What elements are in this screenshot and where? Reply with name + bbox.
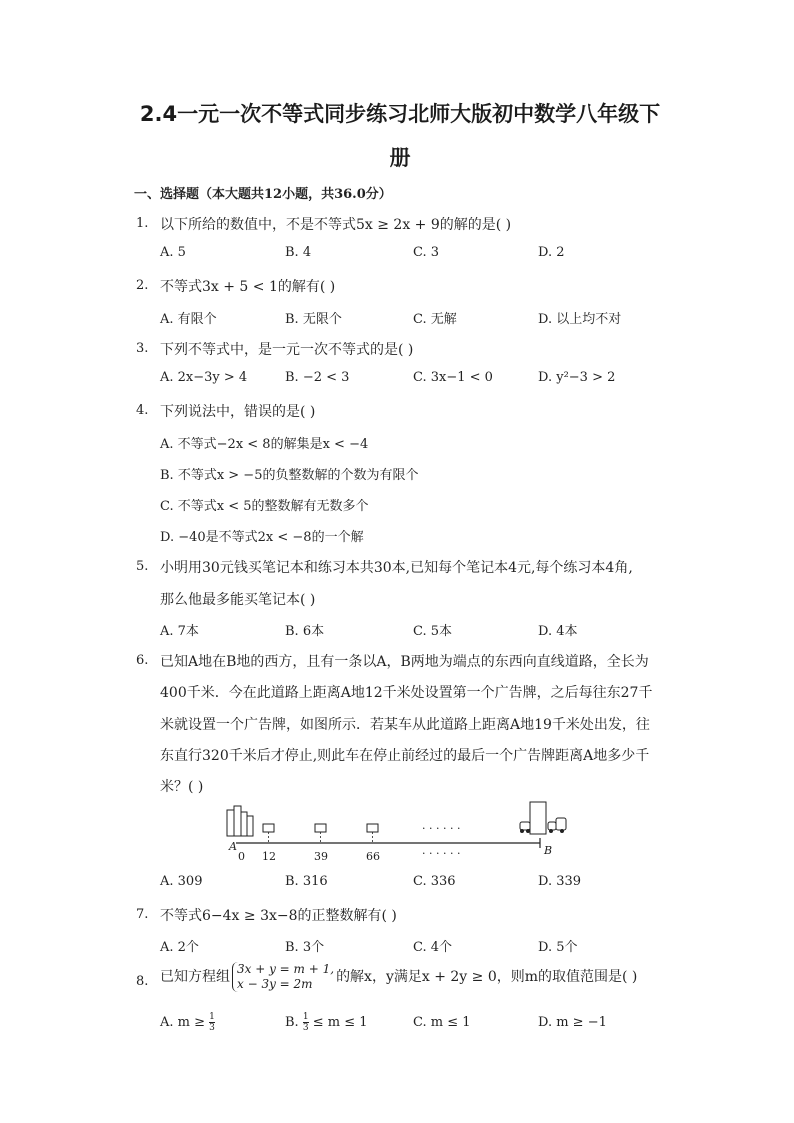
option-b: B. 316 — [285, 874, 328, 889]
question-number: 7. — [136, 907, 149, 922]
option-a: A. 2个 — [160, 940, 199, 955]
question-number: 5. — [136, 559, 149, 574]
building-icon — [247, 816, 253, 836]
option-d: D. 339 — [538, 874, 582, 889]
truck-icon — [556, 818, 566, 830]
tick-label: 12 — [262, 850, 276, 863]
question-text-line2: 400千米．今在此道路上距离A地12千米处设置第一个广告牌，之后每往东27千 — [160, 685, 653, 701]
question-text — [160, 962, 637, 992]
option-c: C. 无解 — [413, 312, 457, 327]
label-a: A — [229, 840, 237, 853]
billboard-icon — [263, 824, 274, 832]
option-a-text: A. m ≥ — [160, 1015, 206, 1030]
question-number: 8. — [136, 974, 149, 989]
question-number: 1. — [136, 216, 149, 231]
tick-label: 0 — [238, 850, 245, 863]
option-d: D. 4本 — [538, 624, 578, 639]
option-b-label: B. — [285, 1015, 299, 1030]
fraction-numerator: 1 — [209, 1012, 215, 1022]
option-d: D. m ≥ −1 — [538, 1015, 607, 1030]
equation-line1: 3x + y = m + 1, — [237, 962, 335, 976]
option-d: D. −40是不等式2x < −8的一个解 — [160, 530, 364, 545]
option-d: D. 以上均不对 — [538, 312, 622, 327]
option-b: B. 4 — [285, 245, 312, 260]
option-c: C. m ≤ 1 — [413, 1015, 471, 1030]
option-d: D. 2 — [538, 245, 565, 260]
fraction-denominator: 3 — [302, 1023, 309, 1033]
equation-line2: x − 3y = 2m — [237, 977, 313, 991]
option-b: B. 不等式x > −5的负整数解的个数为有限个 — [160, 468, 419, 483]
option-c: C. 3x−1 < 0 — [413, 370, 493, 385]
option-b-text: ≤ m ≤ 1 — [312, 1015, 368, 1030]
question-text: 不等式6−4x ≥ 3x−8的正整数解有( ) — [160, 908, 397, 924]
question-text-suffix: 的解x，y满足x + 2y ≥ 0，则m的取值范围是( ) — [336, 969, 638, 985]
fraction — [303, 1012, 309, 1033]
option-c: C. 5本 — [413, 624, 453, 639]
option-b: B. −2 < 3 — [285, 370, 350, 385]
question-number: 4. — [136, 403, 149, 418]
tick-label: 66 — [366, 850, 380, 863]
fraction — [209, 1012, 215, 1033]
option-b — [285, 1012, 367, 1033]
question-text-line1: 已知A地在B地的西方，且有一条以A，B两地为端点的东西向直线道路，全长为 — [160, 654, 649, 670]
question-text: 不等式3x + 5 < 1的解有( ) — [160, 279, 336, 295]
option-c: C. 3 — [413, 245, 440, 260]
question-text: 下列不等式中，是一元一次不等式的是( ) — [160, 342, 414, 358]
option-c: C. 不等式x < 5的整数解有无数多个 — [160, 499, 369, 514]
option-c: C. 4个 — [413, 940, 453, 955]
question-text-line4: 东直行320千米后才停止,则此车在停止前经过的最后一个广告牌距离A地多少千 — [160, 748, 650, 764]
billboard-road-figure — [222, 796, 572, 866]
question-text-line1: 小明用30元钱买笔记本和练习本共30本,已知每个笔记本4元,每个练习本4角, — [160, 560, 633, 576]
option-d: D. y²−3 > 2 — [538, 370, 616, 385]
page-title-line2: 册 — [389, 146, 411, 170]
building-icon — [530, 802, 546, 834]
section-heading: 一、选择题（本大题共12小题，共36.0分） — [134, 187, 392, 202]
question-text-prefix: 已知方程组 — [160, 969, 230, 985]
question-text-line3: 米就设置一个广告牌，如图所示．若某车从此道路上距离A地19千米处出发，往 — [160, 717, 650, 733]
question-text: 下列说法中，错误的是( ) — [160, 404, 316, 420]
ellipsis-upper: · · · · · · — [422, 822, 461, 835]
building-icon — [227, 810, 234, 836]
question-text-line5: 米？( ) — [160, 779, 204, 795]
question-number: 2. — [136, 278, 149, 293]
billboard-icon — [315, 824, 326, 832]
question-number: 3. — [136, 341, 149, 356]
question-text-line2: 那么他最多能买笔记本( ) — [160, 592, 316, 608]
option-a: A. 有限个 — [160, 312, 217, 327]
option-a: A. 309 — [160, 874, 203, 889]
ellipsis-lower: · · · · · · — [422, 847, 461, 860]
fraction-numerator: 1 — [302, 1012, 309, 1022]
option-b: B. 无限个 — [285, 312, 342, 327]
building-icon — [234, 806, 241, 836]
option-a — [160, 1012, 215, 1033]
option-c: C. 336 — [413, 874, 456, 889]
page-title-line1: 2.4一元一次不等式同步练习北师大版初中数学八年级下 — [139, 102, 661, 126]
question-text: 以下所给的数值中，不是不等式5x ≥ 2x + 9的解的是( ) — [160, 217, 512, 233]
option-a: A. 5 — [160, 245, 186, 260]
option-b: B. 6本 — [285, 624, 325, 639]
option-a: A. 2x−3y > 4 — [160, 370, 248, 385]
option-d: D. 5个 — [538, 940, 578, 955]
label-b: B — [544, 844, 553, 857]
question-number: 6. — [136, 653, 149, 668]
billboard-icon — [367, 824, 378, 832]
fraction-denominator: 3 — [209, 1023, 215, 1033]
car-icon — [548, 822, 556, 830]
option-b: B. 3个 — [285, 940, 325, 955]
car-icon — [520, 822, 530, 830]
equation-system — [232, 962, 334, 992]
tick-label: 39 — [314, 850, 328, 863]
building-icon — [241, 812, 247, 836]
option-a: A. 不等式−2x < 8的解集是x < −4 — [160, 437, 369, 452]
option-a: A. 7本 — [160, 624, 199, 639]
